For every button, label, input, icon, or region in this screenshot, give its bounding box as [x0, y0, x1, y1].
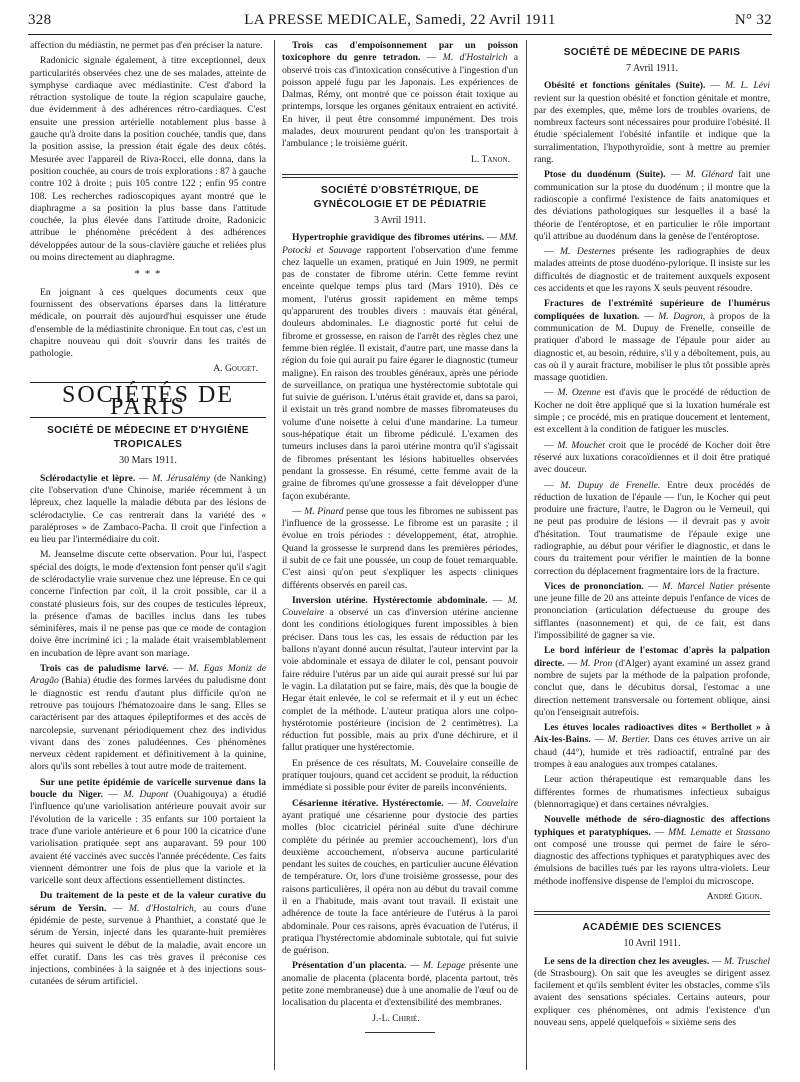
abstract-text: a observé un cas d'inversion utérine ancienne dont les conditions étiologiques furent impossibles à bien préciser. Dans tous les cas, les essais de réduction par les ballons n'ayant donné aucun résultat, l'auteur intervint par la voie abdominale et essaya de dilater le col, pensant pouvoir faire réduire l'utérus par un aide qui aurait pressé sur lui par le vagin. La dilatation put se faire, mais, dès que la bougie de Hegar était enlevée, le col se refermait et il y eut un échec complet de la méthode. L'auteur pratiqua alors une colpo-hystérotomie postérieure (incision de 2 centimètres). La réduction fut possible, mais au prix d'une déchirure, et il fallut pratiquer une hystérectomie.: [282, 607, 518, 754]
abstract-title: Vices de prononciation.: [544, 580, 644, 592]
abstract-author: M. Mouchet: [557, 439, 605, 451]
abstract-author: M. Marcel Natier: [662, 580, 734, 592]
abstract-title: Trois cas de paludisme larvé.: [40, 663, 169, 675]
abstract-title: Césarienne itérative. Hystérectomie.: [292, 797, 444, 809]
abstract-author: M. Truschel: [723, 955, 770, 967]
paragraph: En joignant à ces quelques documents ceux que fournissent des observations éparses dans la littérature médicale, on pourrait dès aujourd'hui esquisser une étude d'ensemble de la médiastinite chronique. En tout cas, c'est un chapitre nouveau qui doit s'ouvrir dans les traités de pathologie.: [30, 286, 266, 360]
abstract-author: M. d'Hostalrich: [442, 52, 508, 64]
session-date: 10 Avril 1911.: [623, 938, 681, 950]
paragraph: — M. Pinard pense que tous les fibromes ne subissent pas l'influence de la grossesse. Le fibrome est un parasite ; il évolue en trois périodes : développement, état, atrophie. Quand la grossesse le surprend dans les premières périodes, il subit de ce fait une poussée, un coup de fouet remarquable. C'est ainsi qu'on peut s'expliquer les aspects cliniques différents observés en pareil cas.: [282, 505, 518, 591]
signature: André Gigon.: [706, 891, 762, 902]
abstract-author: M. Couvelaire: [461, 797, 518, 809]
abstract: Fractures de l'extrémité supérieure de l'humérus compliquées de luxation. — M. Dagron, à propos de la communication de M. Dupuy de Frenelle, conseille de pratiquer d'abord le massage de l'épaule pour aider au diagnostic et, au besoin, réduire, s'il y a déboîtement, puis, au cas où il y aurait fracture, mobiliser le plus tôt possible après massage quotidien.: [534, 298, 770, 384]
paragraph: M. Jeanselme discute cette observation. Pour lui, l'aspect spécial des doigts, le mode d'extension font penser qu'il s'agit de sclérodactylie vraie survenue chez une lépreuse. En ce qui concerne l'infection par coït, il la croit possible, car il a constaté plusieurs fois, sur des coupes de testicules lépreux, la présence d'amas de bacilles inclus dans les tubes séminifères, mais il ne pense pas que ce mode de contagion doive être incriminé ici ; la malade était vraisemblablement en incubation de lèpre avant son mariage.: [30, 549, 266, 659]
paragraph: affection du médiastin, ne permet pas d'en préciser la nature.: [30, 40, 263, 51]
paragraph: Leur action thérapeutique est remarquable dans les différentes formes de rhumatismes infectieux subaigus (blennorragique) et dans certaines névralgies.: [534, 774, 770, 810]
abstract-author: M. Couvelaire: [282, 594, 518, 619]
section-heading: SOCIÉTÉS DE PARIS: [30, 382, 266, 419]
abstract-text: Dans ces étuves arrive un air chaud (44°), humide et très radioactif, entraîné par des trompes à eau analogues aux trompes catalanes.: [534, 734, 770, 771]
abstract-text: ayant pratiqué une césarienne pour dystocie des parties molles (bloc cicatriciel périnéal suite d'une déchirure complète du périnée au premier accouchement), lors d'un deuxième accouchement, n'observa aucune particularité pendant les suites de couches, en particulier aucune élévation de température. Or, lors d'une troisième grossesse, pour des raisons particulières, il opéra non au début du travail comme il en a l'habitude, mais avant tout travail. Il existait une adhérence de toute la face antérieure de l'utérus à la paroi abdominale. Pour ces raisons, après évacuation de l'utérus, il pratiqua l'hystérectomie abdominale subtotale, qui fut suivie de guérison.: [282, 809, 518, 957]
column-3: [534, 40, 770, 1070]
session-date: 3 Avril 1911.: [374, 214, 426, 226]
abstract: Présentation d'un placenta. — M. Lepage présente une anomalie de placenta (placenta bordé, placenta partout, très petite zone membraneuse) due à une anomalie de l'œuf ou de localisation du placenta et d'extensibilité des membranes.: [282, 960, 518, 1009]
abstract-text: pense que tous les fibromes ne subissent pas l'influence de la grossesse. Le fibrome est un parasite ; il évolue en trois périodes : développement, état, atrophie. Quand la grossesse le surprend dans les premières périodes, il subit de ce fait une poussée, un coup de fouet remarquable. C'est ainsi qu'on peut s'expliquer les aspects cliniques différents observés en pareil cas.: [282, 505, 518, 591]
abstract-title: Inversion utérine. Hystérectomie abdominale.: [292, 594, 488, 606]
abstract: Césarienne itérative. Hystérectomie. — M. Couvelaire ayant pratiqué une césarienne pour dystocie des parties molles (bloc cicatriciel périnéal suite d'une déchirure complète du périnée au premier accouchement), lors d'un deuxième accouchement, n'observa aucune particularité pendant les suites de couches, en particulier aucune élévation de température. Or, lors d'une troisième grossesse, pour des raisons particulières, il opéra non au début du travail comme il en a l'habitude, mais avant tout travail. Il existait une adhérence de toute la face antérieure de l'utérus à la paroi abdominale. Pour ces raisons, après évacuation de l'utérus, il pratiqua l'hystérectomie abdominale subtotale, qui fut suivie de guérison.: [282, 797, 518, 957]
signature: A. Gouget.: [213, 363, 258, 375]
column-2: [282, 40, 518, 1070]
abstract: Ptose du duodénum (Suite). — M. Glénard fait une communication sur la ptose du duodénum ; il montre que la radioscopie a confirmé l'existence de faits anatomiques et des déviations pathologiques sur lesquelles il a basé la théorie de l'entéroptose, et en particulier le rôle important qu'il attribue au duodénum dans la genèse de l'entéroptose.: [534, 169, 770, 242]
abstract-text: fait une communication sur la ptose du duodénum ; il montre que la radioscopie a confirmé l'existence de faits anatomiques et des déviations pathologiques sur lesquelles il a basé la théorie de l'entéroptose, et en particulier le rôle important qu'il attribue au duodénum dans la genèse de l'entéroptose.: [534, 169, 770, 242]
session-date: 7 Avril 1911.: [626, 63, 678, 74]
abstract: Du traitement de la peste et de la valeur curative du sérum de Yersin. — M. d'Hostalrich, au cours d'une épidémie de peste, survenue à Phanthiet, a constaté que le sérum de Yersin, injecté dans les quarante-huit premières heures qui suivent le début de la maladie, avait encore un effet curatif. Dans les cas très graves il préconise ces injections, combinées à la saignée et à des injections sous-cutanées de sérum artificiel.: [30, 890, 266, 988]
abstract-text: présente une anomalie de placenta (placenta bordé, placenta partout, très petite zone membraneuse) due à une anomalie de l'œuf ou de localisation du placenta et d'extensibilité des membranes.: [282, 960, 518, 1009]
abstract-text: croit que le procédé de Kocher doit être réservé aux luxations coracoïdiennes et il doit être pratiqué avec douceur.: [534, 439, 770, 476]
column-divider-1: [274, 40, 275, 1070]
abstract-text: présente les radiographies de deux malades atteints de ptose duodéno-pylorique. Il insiste sur les difficultés de diagnostic et de traitement auxquels exposent ces accidents et que les rayons X seuls peuvent résoudre.: [534, 246, 770, 295]
abstract-title: Ptose du duodénum (Suite).: [544, 169, 666, 181]
column-divider-2: [526, 40, 527, 1070]
society-title: SOCIÉTÉ D'OBSTÉTRIQUE, DE GYNÉCOLOGIE ET DE PÉDIATRIE: [313, 184, 487, 210]
abstract-title: Fractures de l'extrémité supérieure de l'humérus compliquées de luxation.: [534, 298, 770, 322]
abstract: Vices de prononciation. — M. Marcel Natier présente une jeune fille de 20 ans atteinte depuis l'enfance de vices de prononciation (articulation défectueuse du groupe des sifflantes (nasonnement) et qui, de ce fait, est dans l'impossibilité de gagner sa vie.: [534, 580, 770, 642]
abstract-text: ont composé une trousse qui permet de faire le séro-diagnostic des affections typhiques et paratyphiques avec des émulsions de bacilles tués par les rayons ultra-violets. Leur méthode inoffensive dispense de l'emploi du microscope.: [534, 838, 770, 887]
abstract-title: Du traitement de la peste et de la valeur curative du sérum de Yersin.: [30, 890, 266, 914]
abstract-text: est d'avis que le procédé de réduction de Kocher ne doit être appliqué que si la luxation humérale est simple ; ce procédé, mis en pratique doucement et lentement, est excellent à la condition de fatiguer les muscles.: [534, 387, 770, 436]
abstract-text: a observé trois cas d'intoxication consécutive à l'ingestion d'un poisson appelé fugu par les Japonais. Les expériences de Dalmas, Rémy, ont montré que ce poisson était toxique au printemps, lorsque les organes génitaux entraient en activité. En hiver, il peut être consommé impunément. Des trois malades, deux moururent pendant qu'on les transportait à l'ambulance ; le troisième guérit.: [282, 52, 518, 150]
abstract-title: Présentation d'un placenta.: [292, 960, 407, 972]
abstract: Le sens de la direction chez les aveugles. — M. Truschel (de Strasbourg). On sait que les aveugles se dirigent assez facilement et qu'ils semblent éviter les obstacles, comme s'ils avaient des sensations spéciales. Certains auteurs, pour expliquer ces phénomènes, ont admis l'existence d'un nouveau sens, appelé quelquefois « sixième sens des: [534, 955, 770, 1029]
abstract-title: Le sens de la direction chez les aveugles.: [544, 955, 710, 967]
abstract: Les étuves locales radioactives dites « Berthollet » à Aix-les-Bains. — M. Bertier. Dans ces étuves arrive un air chaud (44°), humide et très radioactif, entraîné par des trompes à eau analogues aux trompes catalanes.: [534, 722, 770, 771]
paragraph: — M. Dupuy de Frenelle. Entre deux procédés de réduction de luxation de l'épaule — l'un, le Kocher qui peut produire une fracture, l'autre, le Dagron ou le Verneuil, qui ne peut pas produire de lésions — il devrait pas y avoir d'hésitation. Tout traumatisme de l'épaule exige une radiographie, au début pour vérifier le diagnostic, et dans le cours du traitement pour vérifier le maintien de la bonne correction du déplacement fragmentaire lors de la fracture.: [534, 479, 770, 577]
abstract-text: (de Strasbourg). On sait que les aveugles se dirigent assez facilement et qu'ils semblent éviter les obstacles, comme s'ils avaient des sensations spéciales. Certains auteurs, pour expliquer ces phénomènes, ont admis l'existence d'un nouveau sens, appelé quelquefois « sixième sens des: [534, 967, 770, 1029]
page-header: [28, 12, 772, 32]
abstract: Inversion utérine. Hystérectomie abdominale. — M. Couvelaire a observé un cas d'inversion utérine ancienne dont les conditions étiologiques furent impossibles à bien préciser. Dans tous les cas, les essais de réduction par les ballons n'ayant donné aucun résultat, l'auteur intervint par la voie abdominale et essaya de dilater le col, pensant pouvoir faire réduire l'utérus par un aide qui aurait pressé sur lui par le vagin. La dilatation put se faire, mais, dès que la bougie de Hegar était enlevée, le col se refermait et il y eut un échec complet de la méthode. L'auteur pratiqua alors une colpo-hystérotomie postérieure (incision de 2 centimètres). La réduction fut possible, mais au prix d'une déchirure, et il fallut pratiquer une hystérectomie.: [282, 594, 518, 754]
abstract-text: présente une jeune fille de 20 ans atteinte depuis l'enfance de vices de prononciation (articulation défectueuse du groupe des sifflantes (nasonnement) et qui, de ce fait, est dans l'impossibilité de gagner sa vie.: [534, 580, 770, 642]
abstract-text: (d'Alger) ayant examiné un assez grand nombre de sujets par la méthode de la palpation profonde, conclut que, dans le décubitus dorsal, l'estomac a une direction nettement transversale ou fortement oblique, ainsi qu'on l'enseignait autrefois.: [534, 657, 770, 718]
page-number: 328: [28, 12, 52, 28]
abstract-author: M. Glénard: [685, 169, 733, 181]
abstract-author: M. Egas Moniz de Aragão: [30, 663, 266, 687]
abstract: Le bord inférieur de l'estomac d'après la palpation directe. — M. Pron (d'Alger) ayant examiné un assez grand nombre de sujets par la méthode de la palpation profonde, conclut que, dans le décubitus dorsal, l'estomac a une direction nettement transversale ou fortement oblique, ainsi qu'on l'enseignait autrefois.: [534, 645, 770, 718]
abstract-author: M. Dagron,: [658, 310, 706, 322]
abstract-title: Les étuves locales radioactives dites « Berthollet » à Aix-les-Bains.: [534, 722, 770, 746]
abstract-title: Nouvelle méthode de séro-diagnostic des affections typhiques et paratyphiques.: [534, 814, 770, 838]
abstract-text: (Ouahigouya) a étudié l'influence qu'une variolisation antérieure pouvait avoir sur l'évolution de la varicelle : 35 enfants sur 100 portaient la trace d'une variole antérieure et 6 pour 100 la cicatrice d'une variolisation pratiquée sept ans auparavant. 59 pour 100 avaient été vaccinés avec succès l'année précédente. Ces faits viennent démontrer une fois de plus que la variole et la varicelle sont deux affections essentiellement distinctes.: [30, 789, 266, 887]
abstract-title: Le bord inférieur de l'estomac d'après la palpation directe.: [534, 645, 770, 669]
signature: J.-L. Chirié.: [372, 1012, 420, 1024]
abstract-author: MM. Potocki et Sauvage: [282, 232, 518, 256]
abstract-text: à propos de la communication de M. Dupuy de Frenelle, conseille de pratiquer d'abord le massage de l'épaule pour aider au diagnostic et, au besoin, réduire, s'il y a déboîtement, puis, au cas où il y aurait fracture, mobiliser le plus tôt possible après massage quotidien.: [534, 310, 770, 384]
abstract-author: M. Desternes: [560, 246, 616, 258]
end-rule: [365, 1032, 435, 1033]
journal-title: LA PRESSE MEDICALE, Samedi, 22 Avril 1911: [244, 12, 556, 28]
society-title: ACADÉMIE DES SCIENCES: [582, 922, 722, 934]
abstract-text: (de Nanking) cite l'observation d'une Chinoise, mariée récemment à un lépreux, chez laquelle la maladie débuta par des lésions de sclérodactylie. Ce cas rentrerait dans la variété des « paraléproses » de Zambaco-Pacha. Il croit que l'infection a eu lieu par l'intermédiaire du coït.: [30, 472, 266, 546]
abstract-title: Trois cas d'empoisonnement par un poisson toxicophore du genre tetradon.: [282, 40, 518, 64]
abstract-author: M. Dupuy de Frenelle.: [560, 479, 661, 491]
abstract-author: M. Bertier.: [607, 734, 650, 746]
abstract-author: M. d'Hostalrich,: [129, 902, 197, 914]
abstract-author: M. Lepage: [423, 960, 466, 972]
section-rule: [282, 174, 518, 178]
abstract-author: MM. Lematte et Stassano: [668, 826, 770, 838]
issue-number: N° 32: [734, 12, 772, 28]
abstract: Trois cas de paludisme larvé. — M. Egas Moniz de Aragão (Bahia) étudie des formes larvées du paludisme dont le diagnostic est rendu d'autant plus difficile qu'on ne retrouve pas toujours l'hématozoaire dans le sang. Elles se caractérisent par des attaques épileptiformes et des accès de narcolepsie, survenant périodiquement chez des individus vivant dans des zones paludéennes. Ces phénomènes nerveux cèdent rapidement et définitivement à la quinine, alors qu'ils sont rebelles à tout autre mode de traitement.: [30, 663, 266, 773]
paragraph: — M. Ozenne est d'avis que le procédé de réduction de Kocher ne doit être appliqué que si la luxation humérale est simple ; ce procédé, mis en pratique doucement et lentement, est excellent à la condition de fatiguer les muscles.: [534, 387, 770, 436]
abstract-text: au cours d'une épidémie de peste, survenue à Phanthiet, a constaté que le sérum de Yersin, injecté dans les quarante-huit premières heures qui suivent le début de la maladie, avait encore un effet curatif. Dans les cas très graves il préconise ces injections, combinées à la saignée et à des injections sous-cutanées de sérum artificiel.: [30, 902, 266, 988]
signature: L. Tanon.: [471, 153, 510, 165]
abstract-text: Entre deux procédés de réduction de luxation de l'épaule — l'un, le Kocher qui peut produire une fracture, l'autre, le Dagron ou le Verneuil, qui ne peut pas produire de lésions — il devrait pas y avoir d'hésitation. Tout traumatisme de l'épaule exige une radiographie, au début pour vérifier le diagnostic, et dans le cours du traitement pour vérifier le maintien de la bonne correction du déplacement fragmentaire lors de la fracture.: [534, 479, 770, 577]
section-separator: * * *: [134, 268, 162, 281]
abstract-author: M. L. Lévi: [725, 80, 770, 92]
abstract-text: rapportent l'observation d'une femme chez laquelle un examen, pratiqué en Juin 1909, ne permit pas de constater de fibrome utérin. Cette femme revint enceinte quelque temps plus tard (Mars 1910). Dès ce moment, l'utérus grossit rapidement en même temps qu'apparurent des troubles divers : mauvais état général, douleurs abdominales. Le diagnostic porté fut celui de fibrome et grossesse, en raison de l'arrêt des règles chez une femme bien réglée. Il existait, d'autre part, une masse dans la région du foie qui aurait pu faire égarer le diagnostic (tumeur maligne). En raison des troubles généraux, après une période de surveillance, on pratiqua une hystérectomie subtotale qui fut suivie de guérison. L'utérus était gravide et, dans sa paroi, il existait un très grand nombre de masses fibromateuses du volume d'une noisette à celui d'une mandarine. La tumeur sous-hépatique était un fibrome pédiculé. L'examen des tumeurs incluses dans la paroi utérine montra qu'il s'agissait de fibromes présentant les lésions habituelles observées pendant la grossesse. En résumé, cette femme avait de la graine de fibromes qu'une grossesse a fait développer d'une façon exubérante.: [282, 244, 518, 502]
abstract-text: (Bahia) étudie des formes larvées du paludisme dont le diagnostic est rendu d'autant plus difficile qu'on ne retrouve pas toujours l'hématozoaire dans le sang. Elles se caractérisent par des attaques épileptiformes et des accès de narcolepsie, survenant périodiquement chez des individus vivant dans des zones paludéennes. Ces phénomènes nerveux cèdent rapidement et définitivement à la quinine, alors qu'ils sont rebelles à tout autre mode de traitement.: [30, 675, 266, 773]
section-rule: [534, 911, 770, 915]
abstract: Hypertrophie gravidique des fibromes utérins. — MM. Potocki et Sauvage rapportent l'observation d'une femme chez laquelle un examen, pratiqué en Juin 1909, ne permit pas de constater de fibrome utérin. Cette femme revint enceinte quelque temps plus tard (Mars 1910). Dès ce moment, l'utérus grossit rapidement en même temps qu'apparurent des troubles divers : mauvais état général, douleurs abdominales. Le diagnostic porté fut celui de fibrome et grossesse, en raison de l'arrêt des règles chez une femme bien réglée. Il existait, d'autre part, une masse dans la région du foie qui aurait pu faire égarer le diagnostic (tumeur maligne). En raison des troubles généraux, après une période de surveillance, on pratiqua une hystérectomie subtotale qui fut suivie de guérison. L'utérus était gravide et, dans sa paroi, il existait un très grand nombre de masses fibromateuses du volume d'une noisette à celui d'une mandarine. La tumeur sous-hépatique était un fibrome pédiculé. L'examen des tumeurs incluses dans la paroi utérine montra qu'il s'agissait de fibromes présentant les lésions habituelles observées pendant la grossesse. En résumé, cette femme avait de la graine de fibromes qu'une grossesse a fait développer d'une façon exubérante.: [282, 232, 518, 502]
abstract-author: M. Pron: [580, 657, 613, 669]
abstract: Nouvelle méthode de séro-diagnostic des affections typhiques et paratyphiques. — MM. Lematte et Stassano ont composé une trousse qui permet de faire le séro-diagnostic des affections typhiques et paratyphiques avec des émulsions de bacilles tués par les rayons ultra-violets. Leur méthode inoffensive dispense de l'emploi du microscope.: [534, 814, 770, 887]
abstract-author: M. Pinard: [304, 505, 344, 517]
abstract-title: Obésité et fonctions génitales (Suite).: [544, 80, 706, 92]
abstract: Trois cas d'empoisonnement par un poisson toxicophore du genre tetradon. — M. d'Hostalrich a observé trois cas d'intoxication consécutive à l'ingestion d'un poisson appelé fugu par les Japonais. Les expériences de Dalmas, Rémy, ont montré que ce poisson était toxique au printemps, lorsque les organes génitaux entraient en activité. En hiver, il peut être consommé impunément. Des trois malades, deux moururent pendant qu'on les transportait à l'ambulance ; le troisième guérit.: [282, 40, 518, 150]
session-date: 30 Mars 1911.: [119, 455, 177, 467]
abstract-text: revient sur la question obésité et fonction génitale et montre, par des exemples, que, même lors de troubles ovariens, de nombreux facteurs sont nécessaires pour produire l'obésité. Il étudie spécialement l'obésité infantile et indique que la surralimentation, l'hypothyroïdie, sont à mettre au premier rang.: [534, 92, 770, 166]
paragraph: Radonicic signale également, à titre exceptionnel, deux particularités observées chez une de ses malades, atteinte de symphyse cardiaque avec médiastinite. C'est d'abord la rétraction systolique de toute la région scapulaire gauche, due évidemment à des adhérences rétro-cardiaques. C'est ensuite une pression artérielle notablement plus basse à gauche qu'à droite dans la position couchée, tandis que, dans la position assise, la pression était égale des deux côtés. Mesurée avec l'appareil de Riva-Rocci, elle donna, dans la position couchée, au cours de trois explorations : 87 à gauche contre 102 à droite ; puis 105 contre 122 ; enfin 95 contre 108. Les recherches radioscopiques ayant montré que le diaphragme a sa position la plus basse dans l'attitude couchée, la plus élevée dans l'attitude droite, Radonicic attribue le phénomène précédent à des adhérences développées autour de la sous-clavière gauche et reliées plus ou moins directement au diaphragme.: [30, 55, 266, 264]
paragraph: En présence de ces résultats, M. Couvelaire conseille de pratiquer toujours, quand cet accident se produit, la réduction immédiate si possible pour éviter de pareils inconvénients.: [282, 757, 518, 794]
header-rule: [28, 34, 772, 35]
abstract-author: M. Jérusalémy: [152, 472, 211, 484]
paragraph: — M. Desternes présente les radiographies de deux malades atteints de ptose duodéno-pylorique. Il insiste sur les difficultés de diagnostic et de traitement auxquels exposent ces accidents et que les rayons X seuls peuvent résoudre.: [534, 246, 770, 295]
column-1: [30, 40, 266, 1070]
society-title: SOCIÉTÉ DE MÉDECINE DE PARIS: [563, 47, 741, 58]
paragraph: — M. Mouchet croit que le procédé de Kocher doit être réservé aux luxations coracoïdiennes et il doit être pratiqué avec douceur.: [534, 439, 770, 476]
abstract: Obésité et fonctions génitales (Suite). — M. L. Lévi revient sur la question obésité et fonction génitale et montre, par des exemples, que, même lors de troubles ovariens, de nombreux facteurs sont nécessaires pour produire l'obésité. Il étudie spécialement l'obésité infantile et indique que la surralimentation, l'hypothyroïdie, sont à mettre au premier rang.: [534, 80, 770, 166]
abstract-author: M. Dupont: [123, 789, 169, 801]
abstract-title: Sclérodactylie et lèpre.: [40, 472, 136, 484]
abstract-author: M. Ozenne: [557, 387, 601, 399]
society-title: SOCIÉTÉ DE MÉDECINE ET D'HYGIÈNE TROPICALES: [47, 425, 249, 451]
abstract-title: Sur une petite épidémie de varicelle survenue dans la boucle du Niger.: [30, 776, 266, 801]
abstract-title: Hypertrophie gravidique des fibromes utérins.: [292, 232, 485, 244]
abstract: Sur une petite épidémie de varicelle survenue dans la boucle du Niger. — M. Dupont (Ouahigouya) a étudié l'influence qu'une variolisation antérieure pouvait avoir sur l'évolution de la varicelle : 35 enfants sur 100 portaient la trace d'une variole antérieure et 6 pour 100 la cicatrice d'une variolisation pratiquée sept ans auparavant. 59 pour 100 avaient été vaccinés avec succès l'année précédente. Ces faits viennent démontrer une fois de plus que la variole et la varicelle sont deux affections essentiellement distinctes.: [30, 776, 266, 887]
abstract: Sclérodactylie et lèpre. — M. Jérusalémy (de Nanking) cite l'observation d'une Chinoise, mariée récemment à un lépreux, chez laquelle la maladie débuta par des lésions de sclérodactylie. Ce cas rentrerait dans la variété des « paraléproses » de Zambaco-Pacha. Il croit que l'infection a eu lieu par l'intermédiaire du coït.: [30, 472, 266, 546]
